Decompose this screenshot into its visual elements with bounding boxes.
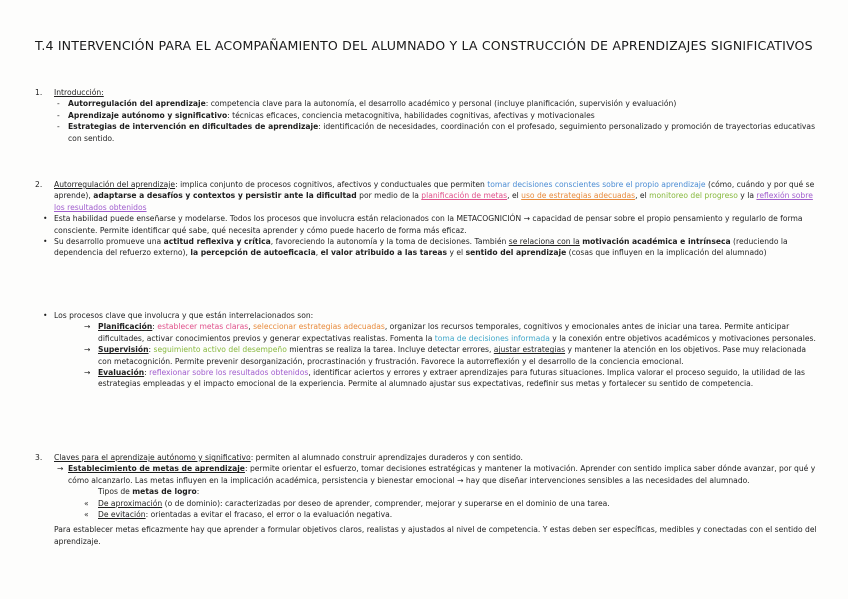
section-introduccion — [35, 87, 820, 144]
list-item: - Aprendizaje autónomo y significativo: técnicas eficaces, conciencia metacognitiva, habilidades cognitivas, afectivas y motivacionales — [57, 110, 595, 120]
list-item: « De evitación: orientadas a evitar el fracaso, el error o la evaluación negativa. — [84, 510, 393, 520]
process-supervision: → Supervisión: seguimiento activo del desempeño mientras se realiza la tarea. Incluye detectar errores, ajustar estrategias y mantener la atención en los objetivos. Pase muy relacionada con metacognición. Permite prevenir desorganización, procrastinación y frustración. Favorece la autorreflexión y el desarrollo de la conciencia emocional. — [84, 345, 806, 366]
list-item: « De aproximación (o de dominio): caracterizadas por deseo de aprender, comprender, mejorar y superarse en el dominio de una tarea. — [84, 498, 610, 508]
process-planificacion: → Planificación: establecer metas claras, seleccionar estrategias adecuadas, organizar los recursos temporales, cognitivos y emocionales antes de iniciar una tarea. Permite anticipar dificultades, activar conocimientos previos y generar expectativas realistas. Fomenta la toma de decisiones informada y la conexión entre objetivos académicos y motivaciones personales. — [84, 322, 816, 343]
list-item: - Estrategias de intervención en dificultades de aprendizaje: identificación de necesidades, coordinación con el profesado, seguimiento personalizado y promoción de trayectorias educativas con sentido. — [57, 122, 816, 143]
process-evaluacion: → Evaluación: reflexionar sobre los resultados obtenidos, identificar aciertos y errores y extraer aprendizajes para futuras situaciones. Implica valorar el proceso seguido, la utilidad de las estrategias empleadas y el impacto emocional de la experiencia. Permite al alumnado ajustar sus expectativas, redefinir sus metas y fortalecer su sentido de competencia. — [84, 368, 805, 389]
section-number: 3. — [35, 453, 43, 462]
section-claves — [35, 452, 820, 547]
section-number: 1. — [35, 88, 43, 97]
list-item: • Los procesos clave que involucra y que están interrelacionados son: — [43, 311, 314, 320]
section-number: 2. — [35, 180, 43, 189]
list-item: - Autorregulación del aprendizaje: competencia clave para la autonomía, el desarrollo académico y personal (incluye planificación, supervisión y evaluación) — [57, 99, 677, 109]
page-title: T.4 INTERVENCIÓN PARA EL ACOMPAÑAMIENTO DEL ALUMNADO Y LA CONSTRUCCIÓN DE APRENDIZAJES SIGNIFICATIVOS — [35, 38, 813, 53]
closing-paragraph: Para establecer metas eficazmente hay que aprender a formular objetivos claros, realistas y ajustados al nivel de competencia. Y estas deben ser específicas, medibles y conectadas con el sentido del aprendizaje. — [54, 525, 817, 546]
list-item: → Establecimiento de metas de aprendizaje: permite orientar el esfuerzo, tomar decisiones estratégicas y mantener la motivación. Aprender con sentido implica saber dónde avanzar, por qué y cómo alcanzarlo. Las metas influyen en la implicación académica, persistencia y bienestar emocional → hay que diseñar intervenciones sensibles a las necesidades del alumnado. — [57, 464, 816, 485]
section-heading: Introducción: — [54, 88, 104, 97]
tipos-metas: Tipos de metas de logro: — [98, 487, 200, 497]
list-item: • Su desarrollo promueve una actitud reflexiva y crítica, favoreciendo la autonomía y la toma de decisiones. También se relaciona con la motivación académica e intrínseca (reduciendo la dependencia del refuerzo externo), la percepción de autoeficacia, el valor atribuido a las tareas y el sentido del aprendizaje (cosas que influyen en la implicación del alumnado) — [43, 237, 788, 258]
section-autorregulacion — [35, 179, 820, 259]
paragraph: Autorregulación del aprendizaje: implica conjunto de procesos cognitivos, afectivos y conductuales que permiten tomar decisiones conscientes sobre el propio aprendizaje (cómo, cuándo y por qué se aprende), adaptarse a desafíos y contextos y persistir ante la dificultad por medio de la planificación de metas, el uso de estrategias adecuadas, el monitoreo del progreso y la reflexión sobre los resultados obtenidos — [54, 180, 815, 212]
section-procesos-clave — [35, 310, 820, 390]
paragraph: Claves para el aprendizaje autónomo y significativo: permiten al alumnado construir aprendizajes duraderos y con sentido. — [54, 453, 523, 462]
list-item: • Esta habilidad puede enseñarse y modelarse. Todos los procesos que involucra están relacionados con la METACOGNICIÓN → capacidad de pensar sobre el propio pensamiento y regularlo de forma consciente. Permite identificar qué sabe, qué necesita aprender y cómo puede hacerlo de forma más eficaz. — [43, 214, 803, 235]
